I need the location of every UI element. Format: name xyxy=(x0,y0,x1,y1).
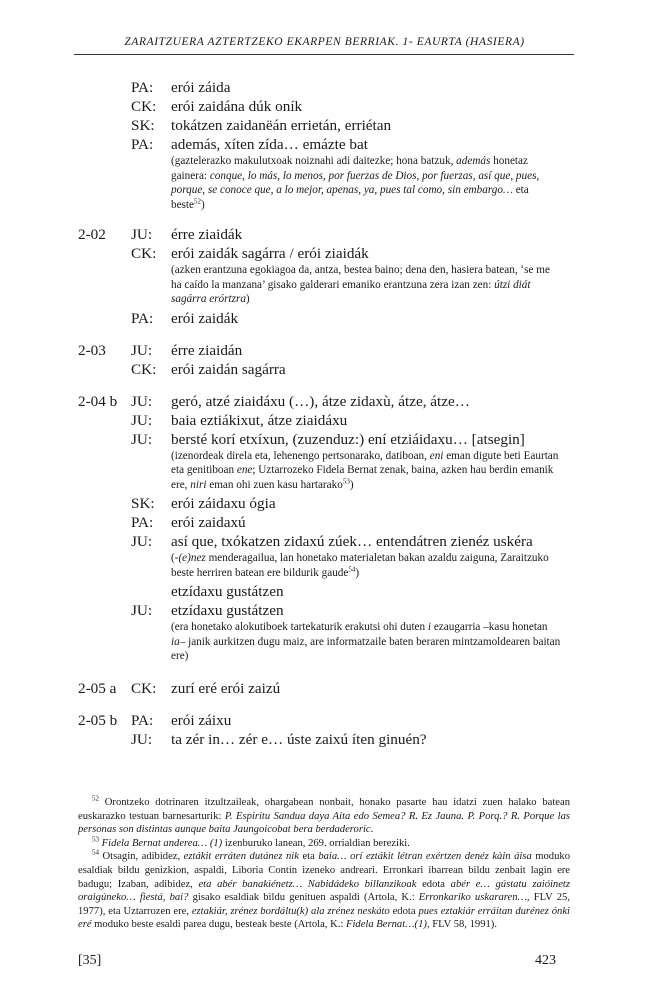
dialogue-line xyxy=(78,430,578,449)
utterance: etzídaxu gustátzen xyxy=(171,583,284,600)
speaker: SK: xyxy=(131,495,155,512)
dialogue-line xyxy=(78,711,578,730)
utterance: erói záidaxu ógia xyxy=(171,495,276,512)
speaker: CK: xyxy=(131,360,157,378)
dialogue-line xyxy=(78,116,578,135)
utterance: geró, atzé ziaidáxu (…), átze zidaxù, átze, átze… xyxy=(171,392,470,410)
speaker: JU: xyxy=(131,341,153,359)
utterance: baia eztiákixut, átze ziaidáxu xyxy=(171,411,348,429)
annotation-note: (gaztelerazko makulutxoak noiznahi adi daitezke; hona batzuk, además honetaz gainera: conque, lo más, lo menos, por fuerzas de Dios, por fuerzas, así que, pues, porque, se conoce que, a lo mejor, apenas, ya, pues tal como, sin embargo… eta beste$^{52}$) xyxy=(171,155,540,211)
speaker: JU: xyxy=(131,226,153,243)
dialogue-line xyxy=(78,601,578,620)
page-ref: [35] xyxy=(78,953,102,968)
utterance: erói záixu xyxy=(171,711,232,729)
utterance: erói zaidán sagárra xyxy=(171,360,286,378)
page-number: 423 xyxy=(535,953,556,968)
speaker: JU: xyxy=(131,430,153,448)
utterance: erói zaidák xyxy=(171,309,239,327)
footnote-ref: 54 xyxy=(348,564,356,573)
dialogue-body xyxy=(78,78,578,749)
footnotes xyxy=(78,796,570,932)
footnote-ref: 52 xyxy=(194,196,201,205)
dialogue-line xyxy=(78,513,578,532)
speaker: JU: xyxy=(131,602,153,619)
dialogue-line xyxy=(78,411,578,430)
speaker: PA: xyxy=(131,136,154,153)
dialogue-line xyxy=(78,730,578,749)
utterance: erói zaidaxú xyxy=(171,514,246,531)
annotation-note: (era honetako alokutiboek tartekaturik erakutsi ohi duten i ezaugarria –kasu honetan ia– janik aurkitzen dugu maiz, are informatzaile baten beraren mintzamoldearen baitan ere) xyxy=(171,621,561,662)
footnote-53: $^{53}$ Fidela Bernat anderea… (1) izenburuko lanean, 269. orrialdian bereziki. xyxy=(92,835,410,849)
speaker: JU: xyxy=(131,730,153,748)
utterance: erói zaidák sagárra / erói ziaidák xyxy=(171,245,369,262)
annotation-note: (izenordeak direla eta, lehenengo pertsonarako, datiboan, eni eman digute beti Eaurtan eta genitiboan ene; Uztarrozeko Fidela Bernat zenak, baina, azken hau berdin emanik ere, niri eman ohi zuen kasu hartarako$^{53}$) xyxy=(171,449,559,491)
speaker: JU: xyxy=(131,411,153,429)
utterance: érre ziaidák xyxy=(171,226,243,243)
speaker: PA: xyxy=(131,79,154,96)
utterance: erói zaidána dúk oník xyxy=(171,98,303,115)
utterance: etzídaxu gustátzen xyxy=(171,602,284,619)
dialogue-line xyxy=(78,309,578,328)
speaker: PA: xyxy=(131,309,154,327)
utterance: así que, txókatzen zidaxú zúek… entendátren zienéz uskéra xyxy=(171,533,533,550)
speaker: JU: xyxy=(131,392,153,410)
speaker: CK: xyxy=(131,98,157,115)
running-header: ZARAITZUERA AZTERTZEKO EKARPEN BERRIAK. 1- EAURTA (HASIERA) xyxy=(124,36,525,48)
utterance: zurí eré erói zaizú xyxy=(171,679,281,697)
speaker: CK: xyxy=(131,245,157,262)
speaker: JU: xyxy=(131,533,153,550)
dialogue-line xyxy=(78,494,578,513)
utterance: ta zér in… zér e… úste zaixú íten ginuén? xyxy=(171,730,427,748)
annotation-note: (-(e)nez menderagailua, lan honetako materialetan bakan azaldu zaiguna, Zaraitzuko beste herriren batean ere bildurik gaude$^{54}$) xyxy=(171,552,549,579)
speaker: SK: xyxy=(131,117,155,134)
dialogue-line xyxy=(78,392,578,411)
item-number: 2-03 xyxy=(78,341,106,359)
dialogue-line xyxy=(78,244,578,263)
footnote-52: $^{52}$ Orontzeko dotrinaren itzultzaileak, ohargabean nonbait, honako pasarte hau idatzi zuen halako batean euskarazko testuan barnesarturik: P. Espiritu Sandua daya Aita edo Semea? R. Ez Jauna. P. Porq.? R. Porque las personas son distintas aunque baita Jaungoicobat bera berdaderoric. xyxy=(78,794,570,836)
speaker: PA: xyxy=(131,514,154,531)
utterance: érre ziaidán xyxy=(171,341,243,359)
dialogue-line xyxy=(78,582,578,601)
item-number: 2-04 b xyxy=(78,392,118,410)
header-rule xyxy=(74,54,574,55)
utterance: bersté korí etxíxun, (zuzenduz:) ení etziáidaxu… [atsegin] xyxy=(171,430,525,448)
dialogue-line xyxy=(78,78,578,97)
footnote-54: $^{54}$ Otsagin, adibidez, eztákit erráten dutánez nik eta baia… orí eztákit létran exértzen denéz kàin áisa moduko esaldiak bildu genizkion, aspaldi, Liboria Contín izeneko andreari. Erronkari ibarrean bildu zenbait lagin ere badugu; Izaban, adibidez, eta abér banakiénetz… Nabidádeko billanzikoak edota abér e… gústatu zaióinetz oraigúneko… fiestá, bai? gisako esaldiak bildu genituen aspaldi (Artola, K.: Erronkariko uskararen…, FLV 25, 1977), eta Uztarrozen ere, eztakiár, zrénez bordáltu(k) ala zrénez neskáto edota pues eztakiár erráitan durénez ónki eré moduko beste esaldi parea dugu, besteak beste (Artola, K.: Fidela Bernat…(1), FLV 58, 1991). xyxy=(78,848,570,931)
dialogue-line xyxy=(78,532,578,551)
utterance: además, xíten zída… emázte bat xyxy=(171,136,368,153)
item-number: 2-05 a xyxy=(78,679,117,697)
utterance: tokátzen zaidanëán errietán, erriétan xyxy=(171,117,392,134)
dialogue-line xyxy=(78,225,578,244)
dialogue-line xyxy=(78,135,578,154)
item-number: 2-02 xyxy=(78,226,106,243)
footnote-ref: 53 xyxy=(342,476,350,485)
dialogue-line xyxy=(78,360,578,379)
dialogue-line xyxy=(78,97,578,116)
speaker: PA: xyxy=(131,711,154,729)
dialogue-line xyxy=(78,341,578,360)
annotation-note: (azken erantzuna egokiagoa da, antza, bestea baino; dena den, hasiera batean, ‘se me ha caído la manzana’ gisako galderari emaniko erantzuna zera izan zen: útzi diát sagárra erórtzra) xyxy=(171,264,550,305)
dialogue-line xyxy=(78,679,578,698)
speaker: CK: xyxy=(131,679,157,697)
utterance: erói záida xyxy=(171,79,231,96)
item-number: 2-05 b xyxy=(78,711,118,729)
